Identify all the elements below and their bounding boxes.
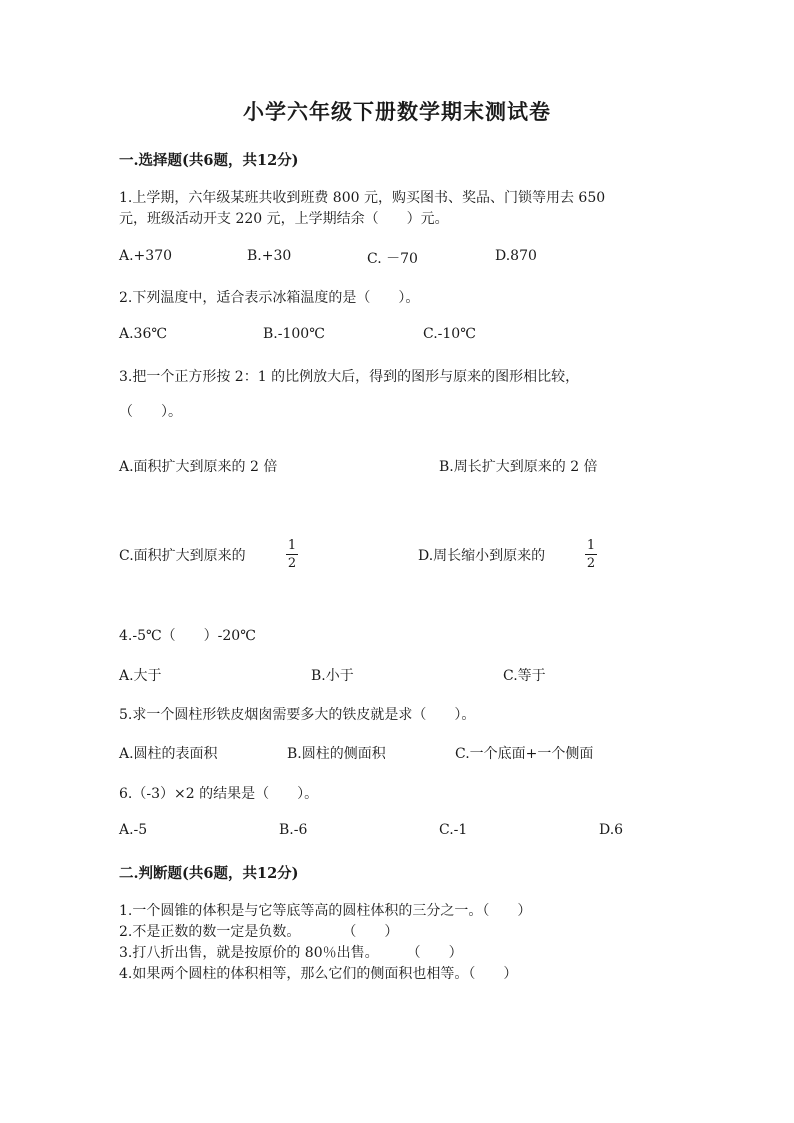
- question-1-line-2: 元，班级活动开支 220 元，上学期结余（ ）元。: [119, 211, 449, 227]
- judge-question-4: 4.如果两个圆柱的体积相等，那么它们的侧面积也相等。（ ）: [119, 966, 518, 982]
- question-2-option-c: C.-10℃: [423, 326, 476, 342]
- question-6-line-1: 6.（-3）×2 的结果是（ ）。: [119, 786, 319, 802]
- question-1-option-d: D.870: [495, 248, 537, 264]
- question-4-option-b: B.小于: [311, 668, 354, 684]
- judge-question-2: 2.不是正数的数一定是负数。 （ ）: [119, 924, 399, 940]
- question-5-option-a: A.圆柱的表面积: [119, 746, 218, 762]
- question-2-line-1: 2.下列温度中，适合表示冰箱温度的是（ ）。: [119, 290, 420, 306]
- page-title: 小学六年级下册数学期末测试卷: [243, 99, 551, 124]
- question-3-option-c: C.面积扩大到原来的: [119, 548, 246, 564]
- question-5-option-b: B.圆柱的侧面积: [287, 746, 386, 762]
- question-2-option-b: B.-100℃: [263, 326, 325, 342]
- question-3-line-1: 3.把一个正方形按 2：1 的比例放大后，得到的图形与原来的图形相比较，: [119, 369, 580, 385]
- question-3-option-b: B.周长扩大到原来的 2 倍: [439, 459, 598, 475]
- fraction-numerator: 1: [586, 538, 596, 553]
- question-1-option-a: A.+370: [119, 248, 173, 264]
- judge-question-3: 3.打八折出售，就是按原价的 80％出售。 （ ）: [119, 945, 463, 961]
- question-5-line-1: 5.求一个圆柱形铁皮烟囱需要多大的铁皮就是求（ ）。: [119, 707, 476, 723]
- question-1-option-b: B.+30: [247, 248, 292, 264]
- judge-question-1: 1.一个圆锥的体积是与它等底等高的圆柱体积的三分之一。（ ）: [119, 903, 532, 919]
- question-6-option-b: B.-6: [279, 822, 308, 838]
- question-2-option-a: A.36℃: [119, 326, 168, 342]
- fraction-denominator: 2: [287, 556, 297, 571]
- fraction-numerator: 1: [287, 538, 297, 553]
- question-4-line-1: 4.-5℃（ ）-20℃: [119, 628, 256, 644]
- question-5-option-c: C.一个底面+一个侧面: [455, 746, 594, 762]
- question-6-option-d: D.6: [599, 822, 624, 838]
- question-3-option-d: D.周长缩小到原来的: [418, 548, 546, 564]
- question-1-option-c: C. －70: [367, 251, 418, 267]
- fraction-bar: [286, 554, 298, 555]
- question-3-line-2: （ ）。: [119, 404, 182, 420]
- question-3-option-d-fraction: [585, 538, 597, 571]
- question-3-option-a: A.面积扩大到原来的 2 倍: [119, 459, 278, 475]
- fraction-bar: [585, 554, 597, 555]
- question-4-option-a: A.大于: [119, 668, 162, 684]
- fraction-denominator: 2: [586, 556, 596, 571]
- question-6-option-c: C.-1: [439, 822, 468, 838]
- question-6-option-a: A.-5: [119, 822, 148, 838]
- question-1-line-1: 1.上学期，六年级某班共收到班费 800 元，购买图书、奖品、门锁等用去 650: [119, 190, 606, 206]
- section-heading-choice: 一.选择题(共6题，共12分): [119, 152, 299, 169]
- question-4-option-c: C.等于: [503, 668, 546, 684]
- section-heading-judge: 二.判断题(共6题，共12分): [119, 865, 299, 882]
- question-3-option-c-fraction: [286, 538, 298, 571]
